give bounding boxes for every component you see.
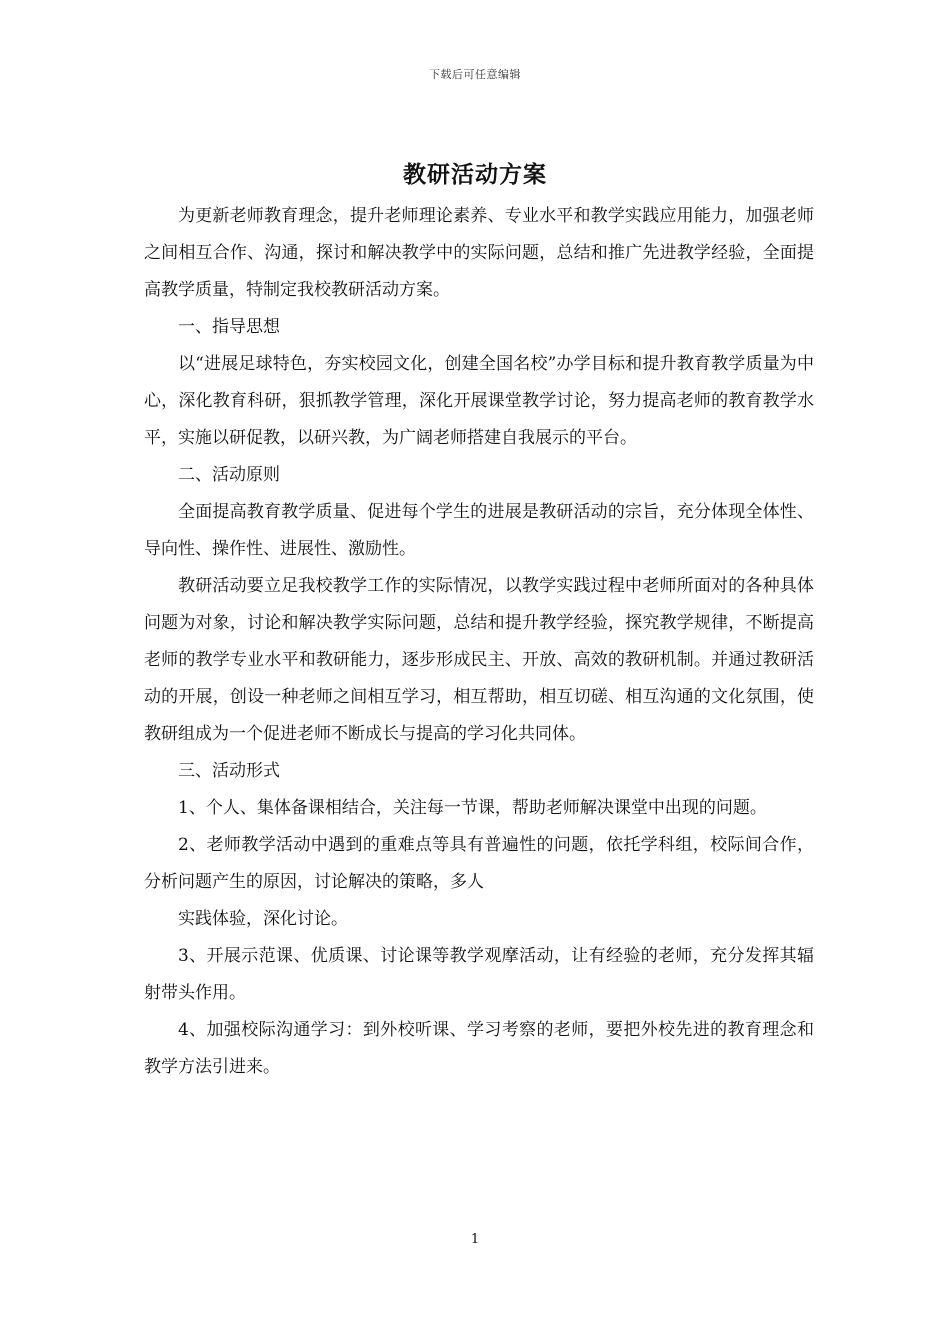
principles-paragraph-1: 全面提高教育教学质量、促进每个学生的进展是教研活动的宗旨，充分体现全体性、导向性、操作性、进展性、激励性。 [144, 502, 814, 559]
section-heading-principles: 二、活动原则 [178, 465, 280, 485]
page-number: 1 [470, 1232, 480, 1247]
form-item-2-continuation: 实践体验，深化讨论。 [178, 909, 348, 929]
guiding-thought-paragraph: 以“进展足球特色，夯实校园文化，创建全国名校”办学目标和提升教育教学质量为中心，深化教育科研，狠抓教学管理，深化开展课堂教学讨论，努力提高老师的教育教学水平，实施以研促教，以研兴教，为广阔老师搭建自我展示的平台。 [144, 354, 814, 448]
document-title: 教研活动方案 [403, 161, 547, 188]
form-item-1: 1、个人、集体备课相结合，关注每一节课，帮助老师解决课堂中出现的问题。 [178, 798, 767, 818]
document-body [144, 198, 814, 1086]
principles-paragraph-2: 教研活动要立足我校教学工作的实际情况，以教学实践过程中老师所面对的各种具体问题为对象，讨论和解决教学实际问题，总结和提升教学经验，探究教学规律，不断提高老师的教学专业水平和教研能力，逐步形成民主、开放、高效的教研机制。并通过教研活动的开展，创设一种老师之间相互学习，相互帮助，相互切磋、相互沟通的文化氛围，使教研组成为一个促进老师不断成长与提高的学习化共同体。 [144, 576, 814, 744]
form-item-3: 3、开展示范课、优质课、讨论课等教学观摩活动，让有经验的老师，充分发挥其辐射带头作用。 [144, 946, 814, 1003]
page-header-note: 下载后可任意编辑 [429, 68, 521, 81]
form-item-4: 4、加强校际沟通学习：到外校听课、学习考察的老师，要把外校先进的教育理念和教学方法引进来。 [144, 1020, 814, 1077]
intro-paragraph: 为更新老师教育理念，提升老师理论素养、专业水平和教学实践应用能力，加强老师之间相互合作、沟通，探讨和解决教学中的实际问题，总结和推广先进教学经验，全面提高教学质量，特制定我校教研活动方案。 [144, 206, 814, 300]
section-heading-forms: 三、活动形式 [178, 761, 280, 781]
section-heading-guiding-thought: 一、指导思想 [178, 317, 280, 337]
form-item-2: 2、老师教学活动中遇到的重难点等具有普遍性的问题，依托学科组，校际间合作，分析问题产生的原因，讨论解决的策略，多人 [144, 835, 814, 892]
